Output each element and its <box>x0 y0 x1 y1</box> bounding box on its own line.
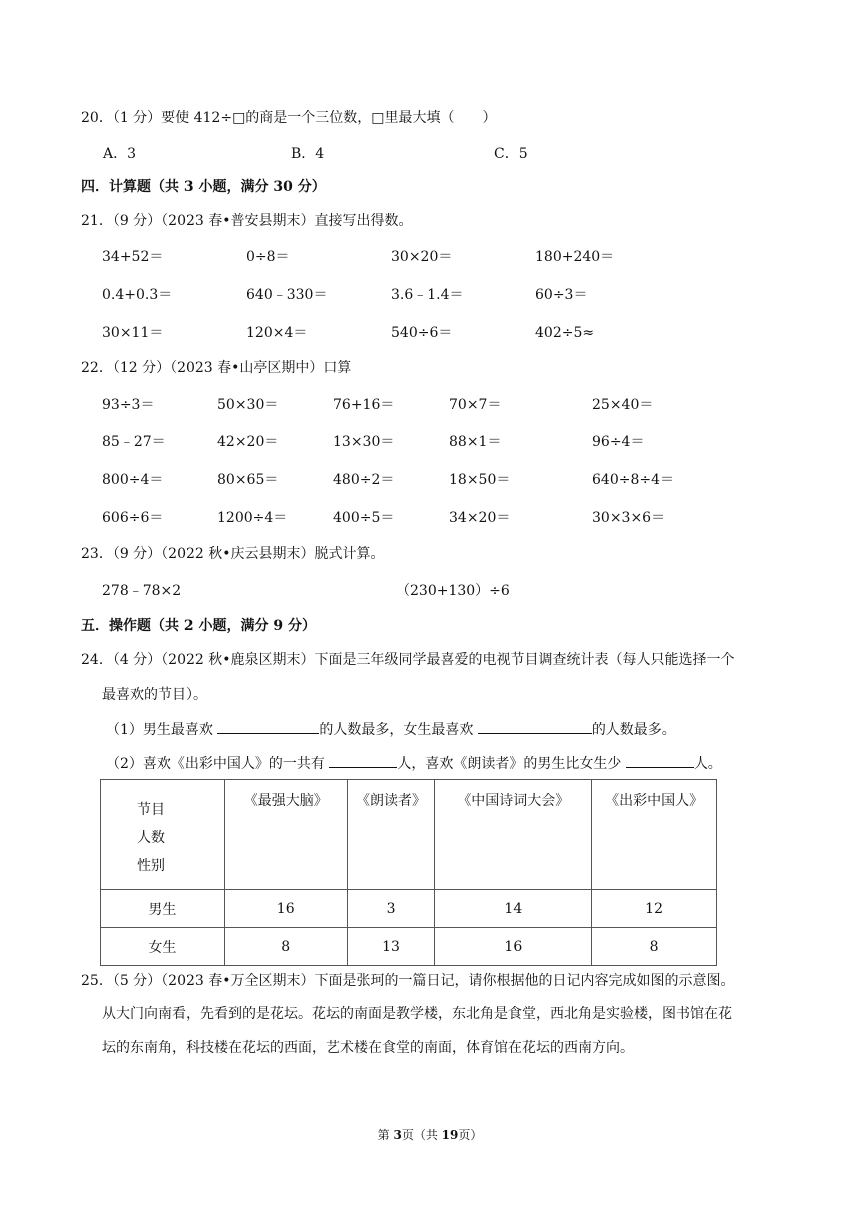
table-header-program: 《最强大脑》 <box>224 780 347 890</box>
q22-item: 1200÷4＝ <box>217 510 288 526</box>
q20-option-b: B．4 <box>291 146 325 162</box>
q21-item: 30×20＝ <box>391 249 453 265</box>
q20-stem: 20．（1 分）要使 412÷□的商是一个三位数，□里最大填（ ） <box>81 110 497 126</box>
q24-sub1-text-a: （1）男生最喜欢 <box>106 722 218 738</box>
table-row-label: 女生 <box>101 928 225 966</box>
table-corner-cell <box>101 780 225 890</box>
q23-item-2: （230+130）÷6 <box>396 583 510 599</box>
table-cell: 8 <box>592 928 717 966</box>
q22-item: 88×1＝ <box>449 434 502 450</box>
table-cell: 12 <box>592 890 717 928</box>
q22-item: 18×50＝ <box>449 472 511 488</box>
q20-option-a: A．3 <box>103 146 137 162</box>
q22-item: 13×30＝ <box>333 434 395 450</box>
corner-label-program: 节目 <box>137 801 165 818</box>
q24-sub2-text-c: 人。 <box>693 756 722 772</box>
q25-stem: 25．（5 分）（2023 春•万全区期末）下面是张珂的一篇日记，请你根据他的日记内容完成如图的示意图。 <box>81 973 735 989</box>
section-4-title: 四．计算题（共 3 小题，满分 30 分） <box>81 179 326 195</box>
q22-item: 85﹣27＝ <box>102 434 166 450</box>
footer-suffix: 页） <box>458 1128 483 1142</box>
q23-item-1: 278﹣78×2 <box>102 583 182 599</box>
q22-item: 96÷4＝ <box>592 434 645 450</box>
q23-stem: 23．（9 分）（2022 秋•庆云县期末）脱式计算。 <box>81 546 385 562</box>
q22-item: 606÷6＝ <box>102 510 164 526</box>
q22-item: 30×3×6＝ <box>592 510 666 526</box>
q24-sub1-text-b: 的人数最多，女生最喜欢 <box>319 722 478 738</box>
q22-item: 400÷5＝ <box>333 510 395 526</box>
answer-blank[interactable] <box>217 718 319 734</box>
q22-item: 50×30＝ <box>217 397 279 413</box>
q24-stem-line-1: 24．（4 分）（2022 秋•鹿泉区期末）下面是三年级同学最喜爱的电视节目调查统计表（每人只能选择一个 <box>81 652 735 668</box>
section-5-title: 五．操作题（共 2 小题，满分 9 分） <box>81 618 316 634</box>
table-row <box>101 890 717 928</box>
q25-body-line-2: 坛的东南角，科技楼在花坛的西面，艺术楼在食堂的南面，体育馆在花坛的西南方向。 <box>102 1040 634 1056</box>
q21-item: 34+52＝ <box>102 249 164 265</box>
q22-item: 42×20＝ <box>217 434 279 450</box>
survey-table <box>100 779 717 966</box>
footer-page-number: 3 <box>393 1128 402 1142</box>
q24-stem-line-2: 最喜欢的节目）。 <box>102 687 207 703</box>
q21-item: 402÷5≈ <box>535 325 595 341</box>
table-header-row <box>101 780 717 890</box>
q22-item: 25×40＝ <box>592 397 654 413</box>
q21-item: 60÷3＝ <box>535 287 588 303</box>
corner-label-gender: 性别 <box>137 857 165 874</box>
q21-item: 180+240＝ <box>535 249 615 265</box>
table-cell: 16 <box>224 890 347 928</box>
q20-option-c: C．5 <box>494 146 528 162</box>
q22-item: 640÷8÷4＝ <box>592 472 674 488</box>
answer-blank[interactable] <box>478 718 592 734</box>
q21-item: 3.6﹣1.4＝ <box>391 287 464 303</box>
q22-item: 93÷3＝ <box>102 397 155 413</box>
q24-subquestion-1 <box>106 718 676 740</box>
q21-item: 0.4+0.3＝ <box>102 287 173 303</box>
q22-item: 70×7＝ <box>449 397 502 413</box>
table-cell: 13 <box>347 928 435 966</box>
table-cell: 14 <box>435 890 592 928</box>
footer-total-pages: 19 <box>441 1128 459 1142</box>
table-header-program: 《出彩中国人》 <box>592 780 717 890</box>
answer-blank[interactable] <box>626 752 694 768</box>
q22-item: 80×65＝ <box>217 472 279 488</box>
table-cell: 8 <box>224 928 347 966</box>
q24-sub2-text-a: （2）喜欢《出彩中国人》的一共有 <box>106 756 330 772</box>
q24-subquestion-2 <box>106 752 722 774</box>
q21-item: 640﹣330＝ <box>246 287 328 303</box>
table-row-label: 男生 <box>101 890 225 928</box>
q22-item: 800÷4＝ <box>102 472 164 488</box>
table-cell: 3 <box>347 890 435 928</box>
q22-item: 34×20＝ <box>449 510 511 526</box>
q24-sub1-text-c: 的人数最多。 <box>591 722 676 738</box>
table-header-program: 《朗读者》 <box>347 780 435 890</box>
answer-blank[interactable] <box>329 752 397 768</box>
q21-stem: 21．（9 分）（2023 春•普安县期末）直接写出得数。 <box>81 213 413 229</box>
corner-label-count: 人数 <box>137 829 165 846</box>
q25-body-line-1: 从大门向南看，先看到的是花坛。花坛的南面是教学楼，东北角是食堂，西北角是实验楼，图书馆在花 <box>102 1006 732 1022</box>
q22-item: 480÷2＝ <box>333 472 395 488</box>
q21-item: 0÷8＝ <box>246 249 290 265</box>
q22-stem: 22．（12 分）（2023 春•山亭区期中）口算 <box>81 360 352 376</box>
footer-middle: 页（共 <box>401 1128 442 1142</box>
table-cell: 16 <box>435 928 592 966</box>
table-header-program: 《中国诗词大会》 <box>435 780 592 890</box>
q24-sub2-text-b: 人，喜欢《朗读者》的男生比女生少 <box>397 756 626 772</box>
table-row <box>101 928 717 966</box>
q21-item: 120×4＝ <box>246 325 308 341</box>
q21-item: 540÷6＝ <box>391 325 453 341</box>
q22-item: 76+16＝ <box>333 397 395 413</box>
q21-item: 30×11＝ <box>102 325 164 341</box>
page-footer <box>0 1126 860 1143</box>
footer-prefix: 第 <box>377 1128 394 1142</box>
